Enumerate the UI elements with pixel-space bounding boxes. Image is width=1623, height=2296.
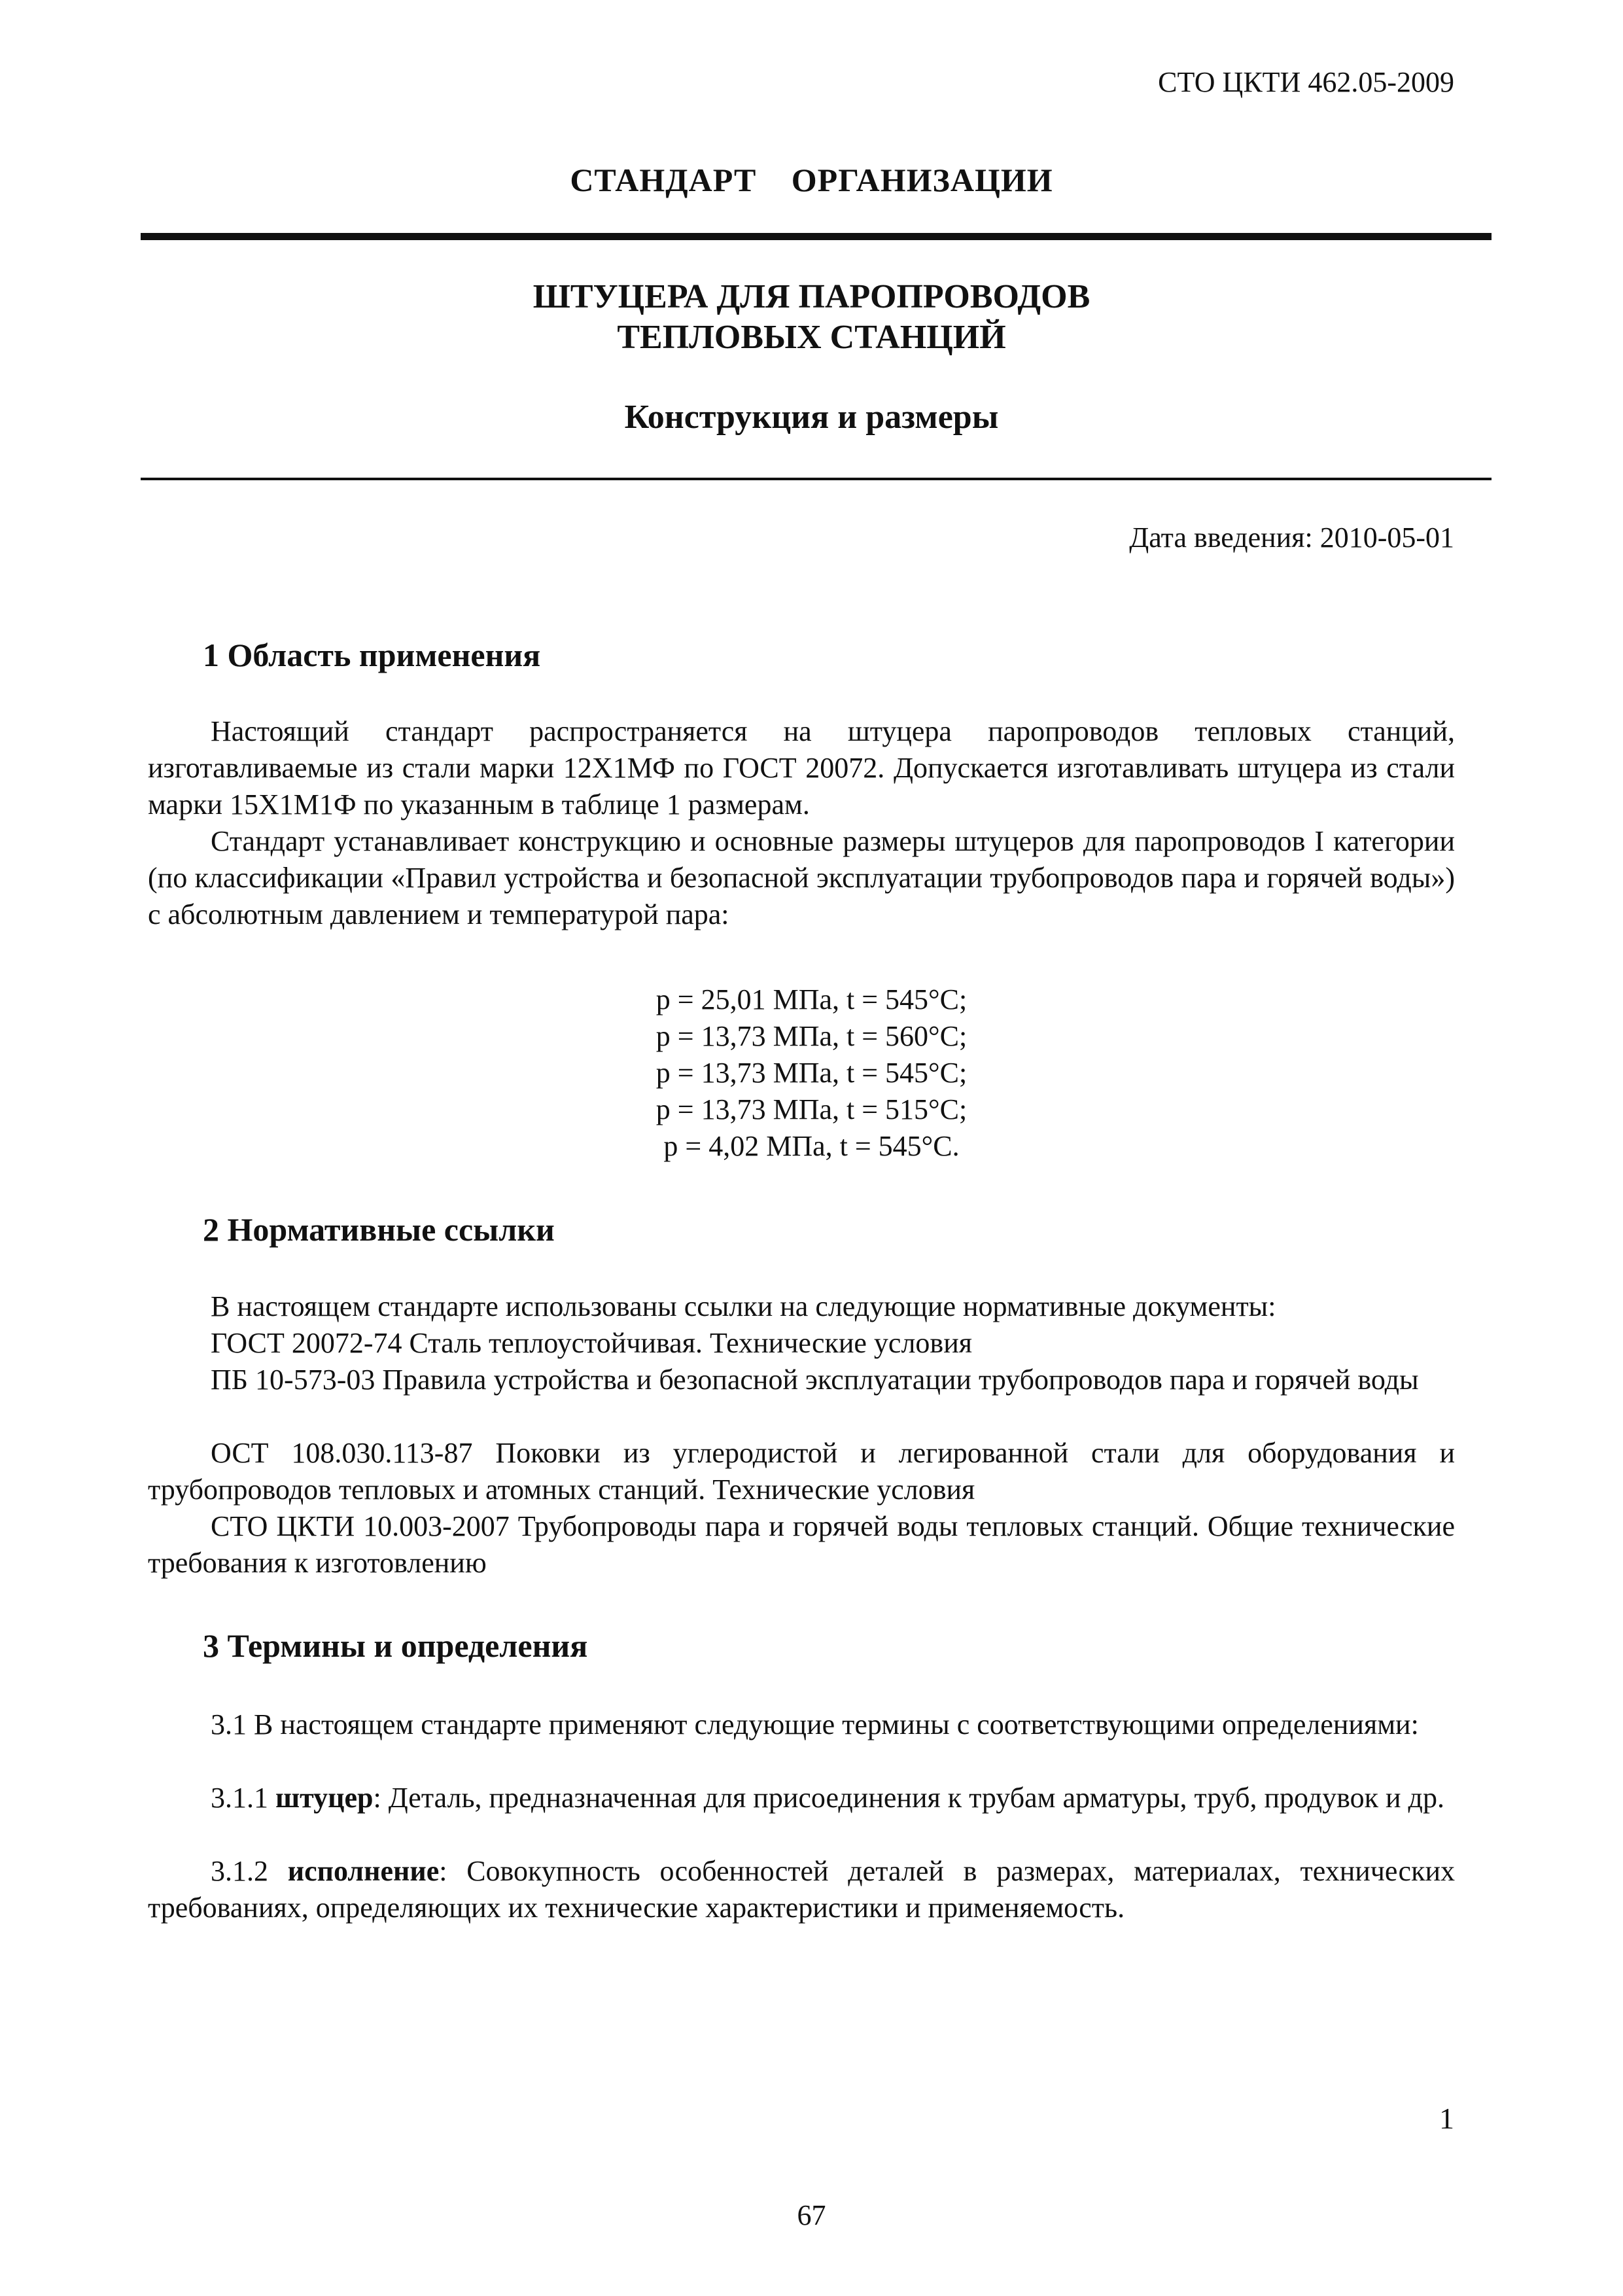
reference-pb: ПБ 10-573-03 Правила устройства и безопасной эксплуатации трубопроводов пара и горячей воды: [211, 1364, 1419, 1396]
term-name: штуцер: [275, 1782, 374, 1814]
section-1-paragraph-2: Стандарт устанавливает конструкцию и основные размеры штуцеров для паропроводов I категории (по классификации «Правил устройства и безопасной эксплуатации трубопроводов пара и горячей воды») с абсолютным давлением и температурой пара:: [148, 825, 1455, 930]
organization-standard-heading: СТАНДАРТ ОРГАНИЗАЦИИ: [570, 162, 1053, 198]
section-2-intro: В настоящем стандарте использованы ссылки на следующие нормативные документы:: [211, 1290, 1276, 1322]
term-fitting: [148, 1780, 1455, 1816]
reference-ost: ОСТ 108.030.113-87 Поковки из углеродистой и легированной стали для оборудования и трубопроводов тепловых и атомных станций. Технические условия: [148, 1437, 1455, 1506]
bottom-divider: [141, 478, 1492, 480]
parameter-line: р = 13,73 МПа, t = 545°С;: [655, 1057, 968, 1089]
term-number: 3.1.1: [211, 1782, 268, 1814]
term-version: [148, 1853, 1455, 1926]
parameter-line: р = 4,02 МПа, t = 545°С.: [663, 1130, 960, 1162]
parameter-line: р = 13,73 МПа, t = 515°С;: [655, 1093, 968, 1125]
top-divider: [141, 233, 1492, 240]
page-number: 1: [1439, 2102, 1454, 2135]
parameter-list: [0, 981, 1623, 1165]
parameter-line: р = 25,01 МПа, t = 545°С;: [655, 983, 968, 1016]
section-3-paragraph-1: 3.1 В настоящем стандарте применяют следующие термины с соответствующими определениями:: [211, 1708, 1419, 1740]
document-code: СТО ЦКТИ 462.05-2009: [1158, 66, 1454, 98]
section-3-heading: 3 Термины и определения: [203, 1627, 588, 1664]
title-line-1: ШТУЦЕРА ДЛЯ ПАРОПРОВОДОВ: [532, 278, 1091, 315]
term-definition: : Совокупность особенностей деталей в размерах, материалах, технических требованиях, определяющих их технические характеристики и применяемость.: [148, 1855, 1456, 1924]
section-1-paragraph-1: Настоящий стандарт распространяется на штуцера паропроводов тепловых станций, изготавливаемые из стали марки 12Х1МФ по ГОСТ 20072. Допускается изготавливать штуцера из стали марки 15Х1М1Ф по указанным в таблице 1 размерам.: [148, 715, 1455, 821]
reference-gost: ГОСТ 20072-74 Сталь теплоустойчивая. Технические условия: [211, 1327, 972, 1359]
document-subtitle: Конструкция и размеры: [624, 398, 999, 436]
sheet-number: 67: [797, 2199, 826, 2231]
term-definition: : Деталь, предназначенная для присоединения к трубам арматуры, труб, продувок и др.: [373, 1782, 1444, 1814]
document-title: [0, 277, 1623, 358]
term-name: исполнение: [287, 1855, 440, 1887]
title-line-2: ТЕПЛОВЫХ СТАНЦИЙ: [617, 319, 1006, 356]
introduction-date: Дата введения: 2010-05-01: [1129, 521, 1454, 554]
section-1-heading: 1 Область применения: [203, 637, 541, 673]
parameter-line: р = 13,73 МПа, t = 560°С;: [655, 1020, 968, 1052]
term-number: 3.1.2: [211, 1855, 268, 1887]
section-2-heading: 2 Нормативные ссылки: [203, 1211, 555, 1248]
reference-sto: СТО ЦКТИ 10.003-2007 Трубопроводы пара и горячей воды тепловых станций. Общие технические требования к изготовлению: [148, 1510, 1455, 1579]
